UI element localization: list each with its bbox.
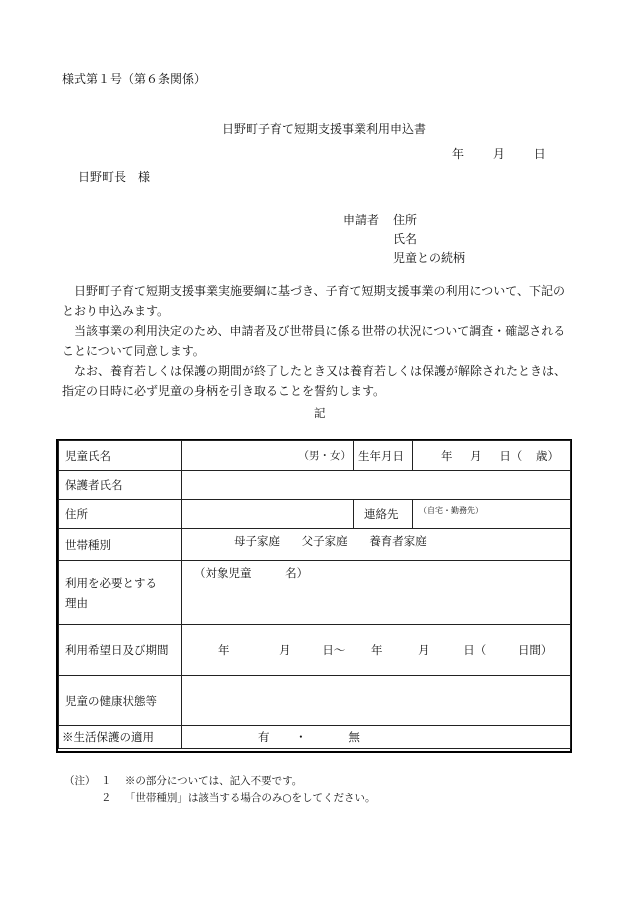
reason-label xyxy=(59,561,182,625)
birth-year: 年 xyxy=(441,448,453,463)
note-2-number: ２ xyxy=(101,792,112,804)
applicant-name: 氏名 xyxy=(393,232,418,246)
reason-label-line-1: 利用を必要とする xyxy=(65,575,157,590)
row-child-name xyxy=(59,441,571,471)
period-to-day: 日（ xyxy=(463,643,487,657)
row-household-type xyxy=(59,529,571,561)
welfare-no[interactable]: 無 xyxy=(348,730,360,744)
period-to-year: 年 xyxy=(370,643,383,657)
household-type-options[interactable] xyxy=(182,529,571,561)
ki-heading: 記 xyxy=(314,406,326,420)
page-title: 日野町子育て短期支援事業利用申込書 xyxy=(222,122,427,136)
row-health xyxy=(59,676,571,726)
period-label: 利用希望日及び期間 xyxy=(59,625,182,676)
date-line xyxy=(452,145,546,162)
address-input[interactable] xyxy=(182,500,354,529)
form-number: 様式第１号（第６条関係） xyxy=(62,72,207,86)
child-name-label: 児童氏名 xyxy=(59,441,182,471)
row-welfare xyxy=(59,726,571,749)
note-2 xyxy=(101,790,376,805)
child-name-input[interactable] xyxy=(182,441,354,471)
reason-label-line-2: 理由 xyxy=(65,595,88,610)
period-from-day: 日～ xyxy=(322,643,346,657)
welfare-label: ※生活保護の適用 xyxy=(59,726,182,749)
period-from-month: 月 xyxy=(279,643,291,657)
birth-date-input[interactable] xyxy=(413,441,571,471)
period-to-month: 月 xyxy=(418,643,430,657)
reason-target: （対象児童 xyxy=(194,566,252,580)
body-text xyxy=(62,281,572,401)
period-from-year: 年 xyxy=(218,643,230,657)
reason-input[interactable] xyxy=(182,561,571,625)
period-input[interactable] xyxy=(182,625,571,676)
address-label: 住所 xyxy=(59,500,182,529)
application-table xyxy=(58,440,571,749)
row-address xyxy=(59,500,571,529)
note-1-number: １ xyxy=(101,775,112,787)
household-option-foster[interactable]: 養育者家庭 xyxy=(369,534,427,548)
health-label: 児童の健康状態等 xyxy=(59,676,182,726)
row-reason xyxy=(59,561,571,625)
birth-date-label: 生年月日 xyxy=(354,441,413,471)
contact-label: 連絡先 xyxy=(354,500,413,529)
applicant-relation: 児童との続柄 xyxy=(393,251,466,265)
birth-age: 歳） xyxy=(535,448,559,463)
applicant-label: 申請者 xyxy=(343,213,380,227)
sex-options: （男・女） xyxy=(298,450,351,462)
household-type-label: 世帯種別 xyxy=(59,529,182,561)
contact-input[interactable] xyxy=(413,500,571,529)
note-2-text: 「世帯種別」は該当する場合のみ○をしてください。 xyxy=(124,792,376,804)
period-days: 日間） xyxy=(517,643,553,657)
welfare-yes[interactable]: 有 xyxy=(258,730,270,744)
note-1-text: ※の部分については、記入不要です。 xyxy=(124,775,303,787)
paragraph-3: なお、養育若しくは保護の期間が終了したとき又は養育若しくは保護が解除されたときは、指定の日時に必ず児童の身柄を引き取ることを誓約します。 xyxy=(62,364,567,398)
guardian-name-input[interactable] xyxy=(182,471,571,500)
date-day: 日 xyxy=(533,147,546,161)
applicant-address: 住所 xyxy=(393,213,418,227)
reason-target-suffix: 名） xyxy=(285,566,309,580)
date-month: 月 xyxy=(492,147,505,161)
date-year: 年 xyxy=(452,147,465,161)
row-period xyxy=(59,625,571,676)
note-prefix: （注） xyxy=(64,775,96,787)
health-input[interactable] xyxy=(182,676,571,726)
household-option-mother[interactable]: 母子家庭 xyxy=(234,534,280,548)
birth-month: 月 xyxy=(470,448,482,463)
row-guardian-name xyxy=(59,471,571,500)
addressee: 日野町長 様 xyxy=(78,170,151,184)
guardian-name-label: 保護者氏名 xyxy=(59,471,182,500)
paragraph-1: 日野町子育て短期支援事業実施要綱に基づき、子育て短期支援事業の利用について、下記のとおり申込みます。 xyxy=(62,284,566,318)
paragraph-2: 当該事業の利用決定のため、申請者及び世帯員に係る世帯の状況について調査・確認されることについて同意します。 xyxy=(62,324,566,358)
welfare-separator: ・ xyxy=(295,730,307,744)
birth-day: 日（ xyxy=(499,448,523,463)
household-option-father[interactable]: 父子家庭 xyxy=(301,534,348,548)
contact-note: （自宅・勤務先） xyxy=(419,506,483,515)
welfare-options[interactable] xyxy=(182,726,571,749)
note-1 xyxy=(101,773,302,788)
